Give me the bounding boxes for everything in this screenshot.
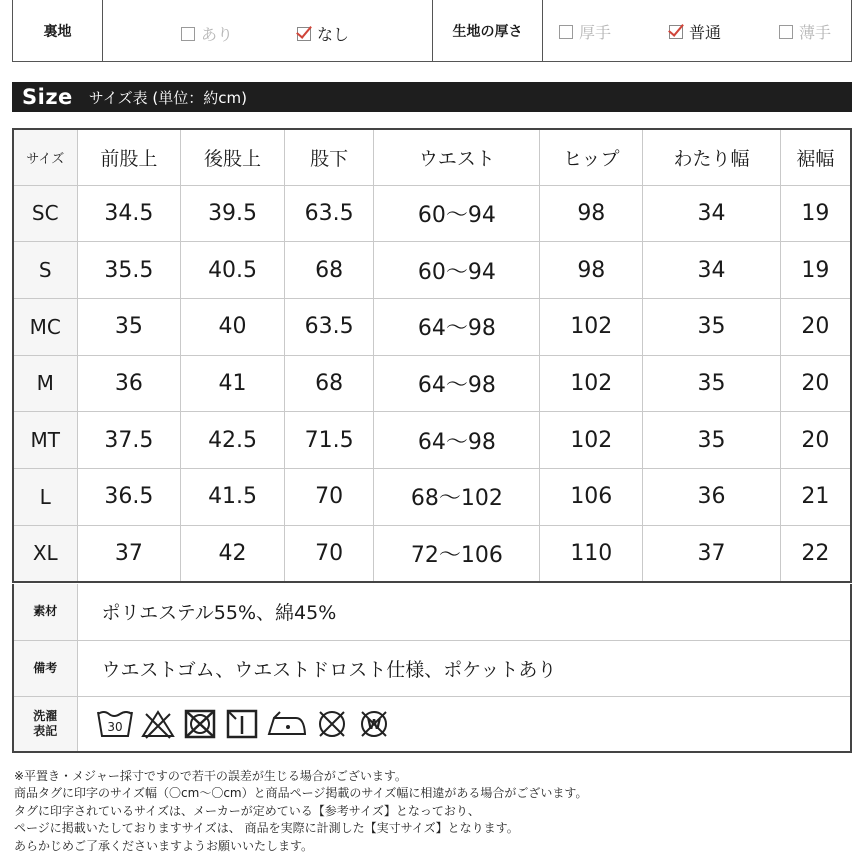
column-header: 前股上 [77, 129, 181, 185]
table-cell: 63.5 [284, 298, 373, 355]
checkbox-icon [779, 25, 793, 39]
table-cell: 35 [77, 298, 181, 355]
row-size-label: L [13, 468, 77, 525]
table-cell: 42.5 [181, 412, 285, 469]
footnotes [14, 768, 850, 855]
care-label-line: 表記 [33, 723, 58, 738]
thickness-label: 生地の厚さ [433, 0, 543, 61]
care-label [13, 696, 77, 752]
column-header: ウエスト [374, 129, 540, 185]
table-cell: 19 [780, 242, 851, 299]
table-cell: 36 [643, 468, 781, 525]
care-label-line: 洗濯 [33, 708, 58, 723]
size-column-header: サイズ [13, 129, 77, 185]
column-header: 裾幅 [780, 129, 851, 185]
table-cell: 20 [780, 298, 851, 355]
row-size-label: XL [13, 525, 77, 582]
table-cell: 64〜98 [374, 412, 540, 469]
iron-low-icon [266, 708, 308, 740]
row-size-label: MC [13, 298, 77, 355]
table-cell: 37 [77, 525, 181, 582]
checkbox-icon [181, 27, 195, 41]
notes-row [13, 640, 851, 696]
table-cell: 102 [540, 298, 643, 355]
size-title: Size [22, 85, 73, 109]
table-row [13, 242, 851, 299]
thickness-option-thin: 薄手 [779, 20, 831, 43]
table-cell: 34 [643, 185, 781, 242]
notes-value: ウエストゴム、ウエストドロスト仕様、ポケットあり [77, 640, 851, 696]
wash-temperature: 30 [106, 719, 123, 734]
material-label: 素材 [13, 584, 77, 640]
column-header: 後股上 [181, 129, 285, 185]
checkbox-checked-icon [669, 25, 683, 39]
table-cell: 60〜94 [374, 242, 540, 299]
wet-clean-letter: W [366, 717, 381, 733]
column-header: わたり幅 [643, 129, 781, 185]
checkbox-icon [559, 25, 573, 39]
table-cell: 68 [284, 242, 373, 299]
no-bleach-icon [140, 708, 176, 740]
table-cell: 21 [780, 468, 851, 525]
product-info-table [12, 584, 852, 753]
table-cell: 110 [540, 525, 643, 582]
table-cell: 41.5 [181, 468, 285, 525]
table-cell: 41 [181, 355, 285, 412]
table-cell: 37.5 [77, 412, 181, 469]
table-cell: 37 [643, 525, 781, 582]
footnote-line: タグに印字されているサイズは、メーカーが定めている【参考サイズ】となっており、 [14, 803, 480, 818]
table-row [13, 412, 851, 469]
table-cell: 36.5 [77, 468, 181, 525]
material-value: ポリエステル55%、綿45% [77, 584, 851, 640]
table-cell: 60〜94 [374, 185, 540, 242]
table-row [13, 525, 851, 582]
table-cell: 35 [643, 355, 781, 412]
row-size-label: MT [13, 412, 77, 469]
footnote-line: 商品タグに印字のサイズ幅（〇cm〜〇cm）と商品ページ掲載のサイズ幅に相違がある場合がございます。 [14, 786, 588, 801]
care-row [13, 696, 851, 752]
row-size-label: SC [13, 185, 77, 242]
table-cell: 70 [284, 525, 373, 582]
no-tumble-dry-icon [182, 708, 218, 740]
lining-option-yes: あり [181, 22, 233, 45]
table-cell: 71.5 [284, 412, 373, 469]
table-cell: 35 [643, 298, 781, 355]
thickness-options [543, 0, 851, 61]
column-header: 股下 [284, 129, 373, 185]
material-row [13, 584, 851, 640]
table-cell: 35 [643, 412, 781, 469]
table-cell: 63.5 [284, 185, 373, 242]
no-dry-clean-icon [314, 708, 350, 740]
size-subtitle: サイズ表 (単位：約cm) [88, 88, 247, 107]
table-cell: 68〜102 [374, 468, 540, 525]
table-cell: 70 [284, 468, 373, 525]
care-symbols [77, 696, 851, 752]
table-cell: 64〜98 [374, 298, 540, 355]
checkbox-checked-icon [297, 27, 311, 41]
table-row [13, 298, 851, 355]
table-cell: 34 [643, 242, 781, 299]
size-section-header [12, 82, 852, 112]
table-cell: 106 [540, 468, 643, 525]
table-cell: 36 [77, 355, 181, 412]
thickness-option-normal: 普通 [669, 20, 721, 43]
table-cell: 68 [284, 355, 373, 412]
row-size-label: M [13, 355, 77, 412]
table-cell: 98 [540, 242, 643, 299]
table-cell: 39.5 [181, 185, 285, 242]
wash-30-icon [96, 708, 134, 740]
footnote-line: あらかじめご了承くださいますようお願いいたします。 [14, 838, 314, 853]
table-row [13, 468, 851, 525]
footnote-line: ページに掲載いたしておりますサイズは、 商品を実際に計測した【実寸サイズ】となります。 [14, 821, 519, 836]
table-row [13, 355, 851, 412]
lining-options [103, 0, 433, 61]
lining-option-no: なし [297, 22, 349, 45]
row-size-label: S [13, 242, 77, 299]
table-cell: 102 [540, 355, 643, 412]
table-cell: 19 [780, 185, 851, 242]
no-wet-clean-icon [356, 708, 392, 740]
size-table-header-row [13, 129, 851, 185]
fabric-attributes-bar [12, 0, 852, 62]
table-cell: 98 [540, 185, 643, 242]
notes-label: 備考 [13, 640, 77, 696]
table-cell: 64〜98 [374, 355, 540, 412]
table-cell: 35.5 [77, 242, 181, 299]
table-cell: 20 [780, 355, 851, 412]
table-cell: 42 [181, 525, 285, 582]
table-row [13, 185, 851, 242]
lining-label: 裏地 [13, 0, 103, 61]
table-cell: 34.5 [77, 185, 181, 242]
table-cell: 22 [780, 525, 851, 582]
hang-dry-shade-icon [224, 708, 260, 740]
table-cell: 72〜106 [374, 525, 540, 582]
table-cell: 20 [780, 412, 851, 469]
table-cell: 102 [540, 412, 643, 469]
table-cell: 40.5 [181, 242, 285, 299]
footnote-line: ※平置き・メジャー採寸ですので若干の誤差が生じる場合がございます。 [14, 769, 407, 783]
size-table [12, 128, 852, 583]
table-cell: 40 [181, 298, 285, 355]
thickness-option-thick: 厚手 [559, 20, 611, 43]
column-header: ヒップ [540, 129, 643, 185]
